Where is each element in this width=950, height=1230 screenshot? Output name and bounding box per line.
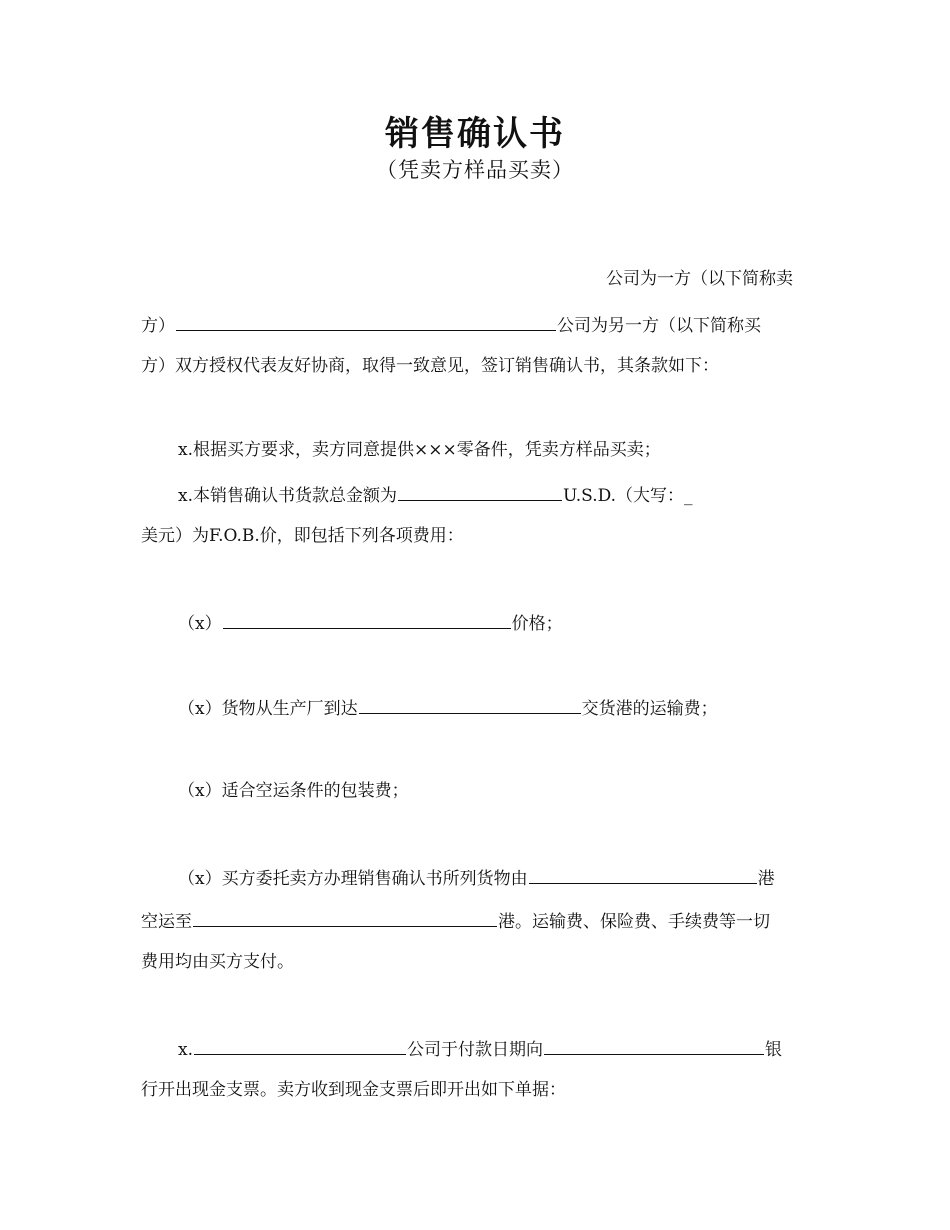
item-air-line-2: [141, 906, 770, 935]
price-blank[interactable]: [223, 608, 511, 629]
total-amount-blank[interactable]: [398, 480, 562, 501]
origin-port-blank[interactable]: [529, 863, 757, 884]
buyer-company-blank[interactable]: [194, 1034, 406, 1055]
intro-text-1: 公司为一方（以下简称卖: [606, 269, 793, 289]
intro-text-2-start: 方）: [141, 316, 175, 336]
seller-company-blank[interactable]: [176, 310, 556, 331]
item-air-line-2-start: 空运至: [141, 912, 192, 932]
item-air-line-3: [141, 949, 294, 975]
item-transport: [178, 693, 718, 722]
clause-3-end: 银: [765, 1040, 782, 1060]
clause-3-line-1: [178, 1034, 782, 1063]
item-price-after: 价格；: [511, 614, 563, 634]
intro-line-3: [141, 353, 719, 379]
clause-2-start: x.本销售确认书货款总金额为: [178, 486, 397, 506]
clause-1-text: x.根据买方要求，卖方同意提供×××零备件，凭卖方样品买卖；: [178, 440, 661, 460]
document-subtitle: （凭卖方样品买卖）: [376, 158, 574, 182]
clause-3-text-2: 行开出现金支票。卖方收到现金支票后即开出如下单据：: [141, 1080, 566, 1100]
item-packing-text: （x）适合空运条件的包装费；: [178, 781, 409, 801]
item-packing: [178, 778, 409, 804]
clause-2-after-blank: U.S.D.（大写：_: [563, 486, 693, 506]
clause-3-start: x.: [178, 1040, 193, 1060]
item-price-label: （x）: [178, 614, 222, 634]
item-transport-after: 交货港的运输费；: [581, 699, 718, 719]
intro-line-2: [141, 310, 761, 339]
intro-text-2-end: 公司为另一方（以下简称买: [557, 316, 761, 336]
item-price: [178, 608, 563, 637]
clause-2-line-2: [141, 523, 464, 549]
destination-port-blank[interactable]: [193, 906, 497, 927]
item-transport-label: （x）货物从生产厂到达: [178, 699, 358, 719]
clause-2-text-2: 美元）为F.O.B.价，即包括下列各项费用：: [141, 526, 464, 546]
clause-3-middle: 公司于付款日期向: [407, 1040, 543, 1060]
item-air-line-3-text: 费用均由买方支付。: [141, 952, 294, 972]
clause-3-line-2: [141, 1077, 566, 1103]
bank-name-blank[interactable]: [544, 1034, 764, 1055]
clause-1: [178, 437, 661, 463]
item-air-line-2-after: 港。运输费、保险费、手续费等一切: [498, 912, 770, 932]
item-air-after: 港: [757, 869, 775, 889]
transport-blank[interactable]: [359, 693, 581, 714]
intro-line-1: [606, 266, 793, 292]
item-air-start: （x）买方委托卖方办理销售确认书所列货物由: [178, 869, 528, 889]
document-title: 销售确认书: [385, 114, 565, 154]
clause-2-line-1: [178, 480, 693, 509]
item-air-line-1: [178, 863, 775, 892]
intro-text-3: 方）双方授权代表友好协商，取得一致意见，签订销售确认书，其条款如下：: [141, 356, 719, 376]
